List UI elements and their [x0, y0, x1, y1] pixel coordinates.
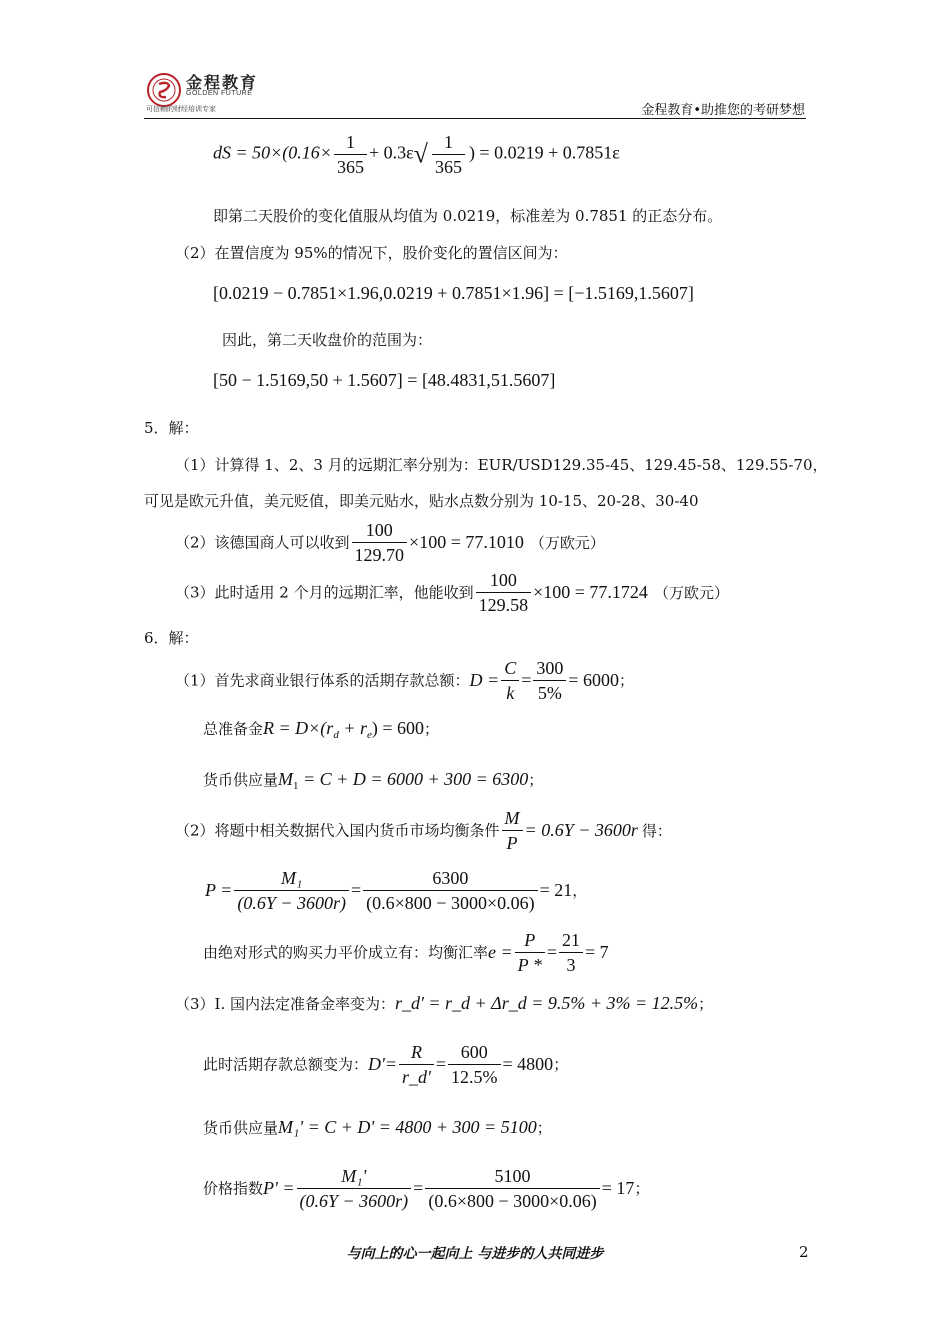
page-number: 2 [799, 1243, 809, 1261]
q5-heading: 5．解： [144, 419, 199, 437]
q5-part2: （2）该德国商人可以收到 $\frac{100}{129.70}$ ×100 = 77.1010 （万欧元） [175, 520, 605, 565]
text-range-intro: 因此，第二天收盘价的范围为： [222, 331, 433, 349]
q6-new-deposit: 此时活期存款总额变为：D'= $\frac{R}{r\_d'}$ = $\frac{600}{12.5\%}$ = 4800； [203, 1042, 569, 1087]
q6-heading: 6．解： [144, 629, 199, 647]
q6-ppp: 由绝对形式的购买力平价成立有：均衡汇率e = $\frac{P}{P *}$ = $\frac{21}{3}$ = 7 [203, 930, 609, 975]
formula-ds: dS = 50×(0.16× $\frac{1}{365}$ + 0.3ε√ $\frac{1}{365}$ ) = 0.0219 + 0.7851ε [213, 132, 620, 177]
logo-cn: 金程教育 [186, 73, 259, 92]
q6-part1-deposit: （1）首先求商业银行体系的活期存款总额：D = $\frac{C}{k}$ = $\frac{300}{5\%}$ = 6000； [175, 658, 635, 703]
q6-part3-ratio: （3）I. 国内法定准备金率变为：r_d' = r_d + Δr_d = 9.5% + 3% = 12.5%； [175, 993, 714, 1013]
q6-reserve: 总准备金$R = D\times(r_d + r_e) = 600$； [203, 718, 440, 742]
q6-price-level: P = $\frac{\text{M₁}}{(0.6Y - 3600r)}$ = $\frac{6300}{(0.6\times 800 - 3000\times 0.06)}$ = 21， [205, 868, 588, 913]
q6-money-supply: 货币供应量$M_1 = C + D = 6000 + 300 = 6300$； [203, 769, 544, 793]
logo-en: GOLDEN FUTURE [186, 90, 253, 97]
header-rule [144, 118, 806, 119]
text-normal-dist: 即第二天股价的变化值服从均值为 0.0219，标准差为 0.7851 的正态分布。 [213, 207, 723, 225]
q5-part3: （3）此时适用 2 个月的远期汇率，他能收到 $\frac{100}{129.58}$ ×100 = 77.1724 （万欧元） [175, 570, 729, 615]
header-slogan: 金程教育•助推您的考研梦想 [641, 103, 805, 118]
q6-new-money-supply: 货币供应量M₁' = C + D' = 4800 + 300 = 5100； [203, 1117, 552, 1137]
q6-new-price-index: 价格指数P' = $\frac{\text{M₁'}}{(0.6Y - 3600r)}$ = $\frac{5100}{(0.6\times 800 - 3000\times 0.06)}$ = 17； [203, 1166, 650, 1211]
formula-range: [50 − 1.5169,50 + 1.5607] = [48.4831,51.5607] [213, 370, 556, 390]
text-ci-intro: （2）在置信度为 95%的情况下，股价变化的置信区间为： [175, 244, 568, 262]
q6-part2: （2）将题中相关数据代入国内货币市场均衡条件 $\frac{M}{P}$ = 0.6Y − 3600r 得： [175, 808, 672, 853]
q5-part1-line1: （1）计算得 1、2、3 月的远期汇率分别为：EUR/USD129.35-45、129.45-58、129.55-70， [175, 456, 828, 474]
header-logo [146, 70, 346, 114]
formula-ci: [0.0219 − 0.7851×1.96,0.0219 + 0.7851×1.96] = [−1.5169,1.5607] [213, 283, 694, 303]
logo-emblem-icon [146, 72, 182, 108]
q5-part1-line2: 可见是欧元升值，美元贬值，即美元贴水，贴水点数分别为 10-15、20-28、30-40 [144, 492, 699, 510]
footer-slogan: 与向上的心一起向上 与进步的人共同进步 [346, 1246, 604, 1262]
logo-tagline: 可信赖的财经培训专家 [146, 105, 216, 113]
